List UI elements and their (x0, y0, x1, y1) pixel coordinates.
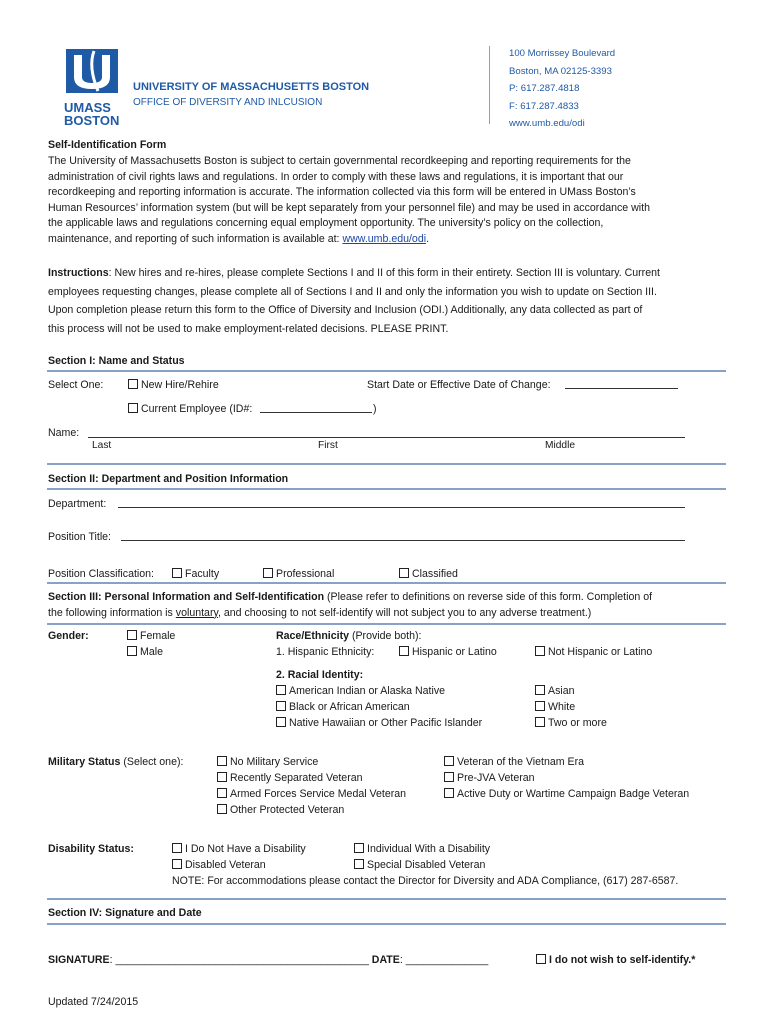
special-disabled-checkbox[interactable] (354, 859, 364, 869)
no-military-option[interactable] (217, 755, 318, 771)
opt-out-label: I do not wish to self-identify.* (549, 954, 696, 966)
hispanic-ethnicity-label: 1. Hispanic Ethnicity: (276, 646, 375, 658)
professional-checkbox[interactable] (263, 568, 273, 578)
race-ethnicity-heading (276, 629, 421, 645)
other-protected-label: Other Protected Veteran (230, 804, 345, 816)
white-label: White (548, 701, 576, 713)
section-3-title: Section III: Personal Information and Self-Identification (48, 591, 325, 603)
no-disability-option[interactable] (172, 842, 306, 858)
male-checkbox[interactable] (127, 646, 137, 656)
hispanic-label: Hispanic or Latino (412, 646, 497, 658)
voluntary-text: voluntary (175, 606, 218, 619)
white-option[interactable] (535, 700, 575, 716)
female-label: Female (140, 630, 176, 642)
not-hispanic-label: Not Hispanic or Latino (548, 646, 653, 658)
start-date-field[interactable] (565, 388, 678, 389)
logo-text-boston: BOSTON (64, 113, 120, 128)
classified-checkbox[interactable] (399, 568, 409, 578)
employee-id-field[interactable] (260, 412, 372, 413)
section-3-text-end: , and choosing to not self-identify will not subject you to any adverse treatment.) (217, 606, 592, 619)
opt-out-checkbox[interactable] (536, 954, 546, 964)
last-name-caption: Last (92, 440, 112, 451)
black-checkbox[interactable] (276, 701, 286, 711)
black-label: Black or African American (289, 701, 410, 713)
professional-option[interactable] (263, 567, 334, 583)
section-4-title: Section IV: Signature and Date (48, 907, 202, 919)
vietnam-option[interactable] (444, 755, 584, 771)
signature-label: SIGNATURE (48, 954, 110, 966)
professional-label: Professional (276, 568, 335, 580)
first-name-caption: First (318, 440, 338, 451)
no-military-checkbox[interactable] (217, 756, 227, 766)
two-or-more-option[interactable] (535, 716, 607, 732)
female-option[interactable] (127, 629, 175, 645)
hawaiian-label: Native Hawaiian or Other Pacific Islander (289, 717, 483, 729)
no-disability-checkbox[interactable] (172, 843, 182, 853)
gender-label: Gender: (48, 630, 89, 642)
disabled-veteran-checkbox[interactable] (172, 859, 182, 869)
position-title-label: Position Title: (48, 531, 112, 543)
other-protected-checkbox[interactable] (217, 804, 227, 814)
umass-logo (64, 47, 120, 128)
hispanic-option[interactable] (399, 645, 497, 661)
intro-line: the applicable laws and regulations concerning equal employment opportunity. The university’s policy on the collection, (48, 217, 604, 229)
department-field[interactable] (118, 507, 685, 508)
white-checkbox[interactable] (535, 701, 545, 711)
accommodations-note: NOTE: For accommodations please contact the Director for Diversity and ADA Compliance, (617) 287-6587. (172, 875, 679, 887)
asian-option[interactable] (535, 684, 575, 700)
special-disabled-label: Special Disabled Veteran (367, 859, 486, 871)
asian-label: Asian (548, 685, 575, 697)
name-label: Name: (48, 427, 80, 439)
disabled-veteran-label: Disabled Veteran (185, 859, 266, 871)
section-divider (47, 898, 726, 900)
odi-link[interactable]: www.umb.edu/odi (342, 232, 427, 245)
umass-logo-mark (64, 47, 120, 95)
instructions (48, 264, 738, 338)
other-protected-option[interactable] (217, 803, 344, 819)
recently-separated-option[interactable] (217, 771, 363, 787)
intro-line: administration of civil rights laws and regulations. In order to comply with these laws and regulations, it is important that our (48, 170, 624, 183)
recently-separated-checkbox[interactable] (217, 772, 227, 782)
special-disabled-option[interactable] (354, 858, 485, 874)
disability-status-label: Disability Status: (48, 843, 134, 855)
not-hispanic-option[interactable] (535, 645, 652, 661)
section-3-text: the following information is (48, 606, 176, 619)
website[interactable]: www.umb.edu/odi (509, 118, 585, 129)
intro-text: maintenance, and reporting of such information is available at: (48, 232, 343, 245)
race-ethnicity-note: (Provide both): (349, 630, 422, 642)
american-indian-option[interactable] (276, 684, 445, 700)
vietnam-label: Veteran of the Vietnam Era (457, 756, 585, 768)
faculty-label: Faculty (185, 568, 220, 580)
phone-number: P: 617.287.4818 (509, 83, 580, 94)
intro-paragraph (48, 154, 738, 247)
fax-number: F: 617.287.4833 (509, 100, 579, 112)
select-one-label: Select One: (48, 379, 104, 391)
male-option[interactable] (127, 645, 163, 661)
hispanic-checkbox[interactable] (399, 646, 409, 656)
section-2-title: Section II: Department and Position Information (48, 473, 289, 485)
new-hire-checkbox[interactable] (128, 379, 138, 389)
name-field[interactable] (88, 437, 685, 438)
section-1-title: Section I: Name and Status (48, 355, 185, 367)
hawaiian-option[interactable] (276, 716, 482, 732)
department-label: Department: (48, 498, 107, 510)
military-status-note: (Select one): (120, 756, 184, 768)
recently-separated-label: Recently Separated Veteran (230, 772, 363, 784)
two-or-more-label: Two or more (548, 717, 607, 729)
disabled-veteran-option[interactable] (172, 858, 266, 874)
black-option[interactable] (276, 700, 410, 716)
section-divider (47, 623, 726, 625)
section-divider (47, 370, 726, 372)
hawaiian-checkbox[interactable] (276, 717, 286, 727)
date-field[interactable]: : ______________ (399, 954, 489, 966)
active-duty-checkbox[interactable] (444, 788, 454, 798)
signature-row (48, 953, 488, 969)
two-or-more-checkbox[interactable] (535, 717, 545, 727)
current-employee-checkbox[interactable] (128, 403, 138, 413)
armed-forces-checkbox[interactable] (217, 788, 227, 798)
armed-forces-label: Armed Forces Service Medal Veteran (230, 788, 407, 800)
section-divider (47, 488, 726, 490)
new-hire-option[interactable] (128, 378, 219, 394)
instructions-line: this process will not be used to make employment-related decisions. PLEASE PRINT. (48, 322, 449, 335)
classification-label: Position Classification: (48, 568, 154, 580)
intro-period: . (426, 232, 430, 245)
pre-jva-option[interactable] (444, 771, 535, 787)
address-line-1: 100 Morrissey Boulevard (509, 48, 616, 59)
intro-line-last (48, 232, 738, 248)
section-3-header (48, 590, 738, 621)
active-duty-label: Active Duty or Wartime Campaign Badge Veteran (457, 788, 690, 800)
section-3-line-2 (48, 606, 738, 622)
intro-line: Human Resources’ information system (but will be kept separately from your personnel file) and may be used in accordance with (48, 201, 650, 214)
instructions-line: Upon completion please return this form to the Office of Diversity and Inclusion (ODI.) Additionally, any data collected as part of (48, 304, 643, 317)
start-date-label: Start Date or Effective Date of Change: (367, 379, 551, 391)
classified-option[interactable] (399, 567, 458, 583)
individual-disability-option[interactable] (354, 842, 490, 858)
middle-name-caption: Middle (545, 440, 576, 451)
signature-field[interactable]: : ___________________________________________ (109, 954, 369, 966)
military-status-label: Military Status (48, 756, 121, 768)
position-title-field[interactable] (121, 540, 685, 541)
section-3-line-1 (48, 590, 738, 606)
vietnam-checkbox[interactable] (444, 756, 454, 766)
instructions-text: : New hires and re-hires, please complete Sections I and II of this form in their entirety. Section III is voluntary. Current (108, 267, 660, 279)
office-name: OFFICE OF DIVERSITY AND INLCUSION (133, 97, 323, 108)
pre-jva-label: Pre-JVA Veteran (457, 772, 535, 784)
instructions-label: Instructions (48, 267, 109, 279)
date-label: DATE (371, 954, 400, 966)
university-name: UNIVERSITY OF MASSACHUSETTS BOSTON (133, 81, 370, 93)
instructions-line: employees requesting changes, please complete all of Sections I and II and only the information you wish to update on Section III. (48, 285, 657, 298)
faculty-option[interactable] (172, 567, 219, 583)
racial-identity-label: 2. Racial Identity: (276, 669, 364, 681)
section-divider (47, 463, 726, 465)
no-military-label: No Military Service (230, 756, 319, 768)
no-disability-label: I Do Not Have a Disability (185, 843, 306, 855)
address-line-2: Boston, MA 02125-3393 (509, 65, 612, 77)
pre-jva-checkbox[interactable] (444, 772, 454, 782)
armed-forces-option[interactable] (217, 787, 406, 803)
instructions-line (48, 264, 738, 283)
current-employee-option[interactable] (128, 402, 252, 418)
current-employee-label: Current Employee (ID#: (141, 403, 253, 415)
not-hispanic-checkbox[interactable] (535, 646, 545, 656)
american-indian-checkbox[interactable] (276, 685, 286, 695)
section-3-title-rest: (Please refer to definitions on reverse side of this form. Completion of (324, 591, 653, 603)
new-hire-label: New Hire/Rehire (141, 379, 219, 391)
male-label: Male (140, 646, 163, 658)
military-status-heading (48, 755, 183, 771)
race-ethnicity-label: Race/Ethnicity (276, 630, 350, 642)
header-divider (489, 46, 490, 124)
american-indian-label: American Indian or Alaska Native (289, 685, 446, 697)
faculty-checkbox[interactable] (172, 568, 182, 578)
form-title: Self-Identification Form (48, 139, 167, 151)
section-divider (47, 923, 726, 925)
logo-text-umass: UMASS (64, 100, 111, 115)
close-paren: ) (373, 403, 377, 415)
contact-block (509, 45, 615, 133)
individual-disability-checkbox[interactable] (354, 843, 364, 853)
female-checkbox[interactable] (127, 630, 137, 640)
intro-line: The University of Massachusetts Boston is subject to certain governmental recordkeeping and reporting requirements for the (48, 155, 631, 167)
section-divider (47, 582, 726, 584)
asian-checkbox[interactable] (535, 685, 545, 695)
individual-disability-label: Individual With a Disability (367, 843, 491, 855)
intro-line: recordkeeping and reporting information is accurate. The information collected via this form will be entered in UMass Boston’s (48, 186, 636, 198)
opt-out-option[interactable] (536, 953, 695, 969)
updated-date: Updated 7/24/2015 (48, 996, 139, 1008)
classified-label: Classified (412, 568, 458, 580)
active-duty-option[interactable] (444, 787, 689, 803)
